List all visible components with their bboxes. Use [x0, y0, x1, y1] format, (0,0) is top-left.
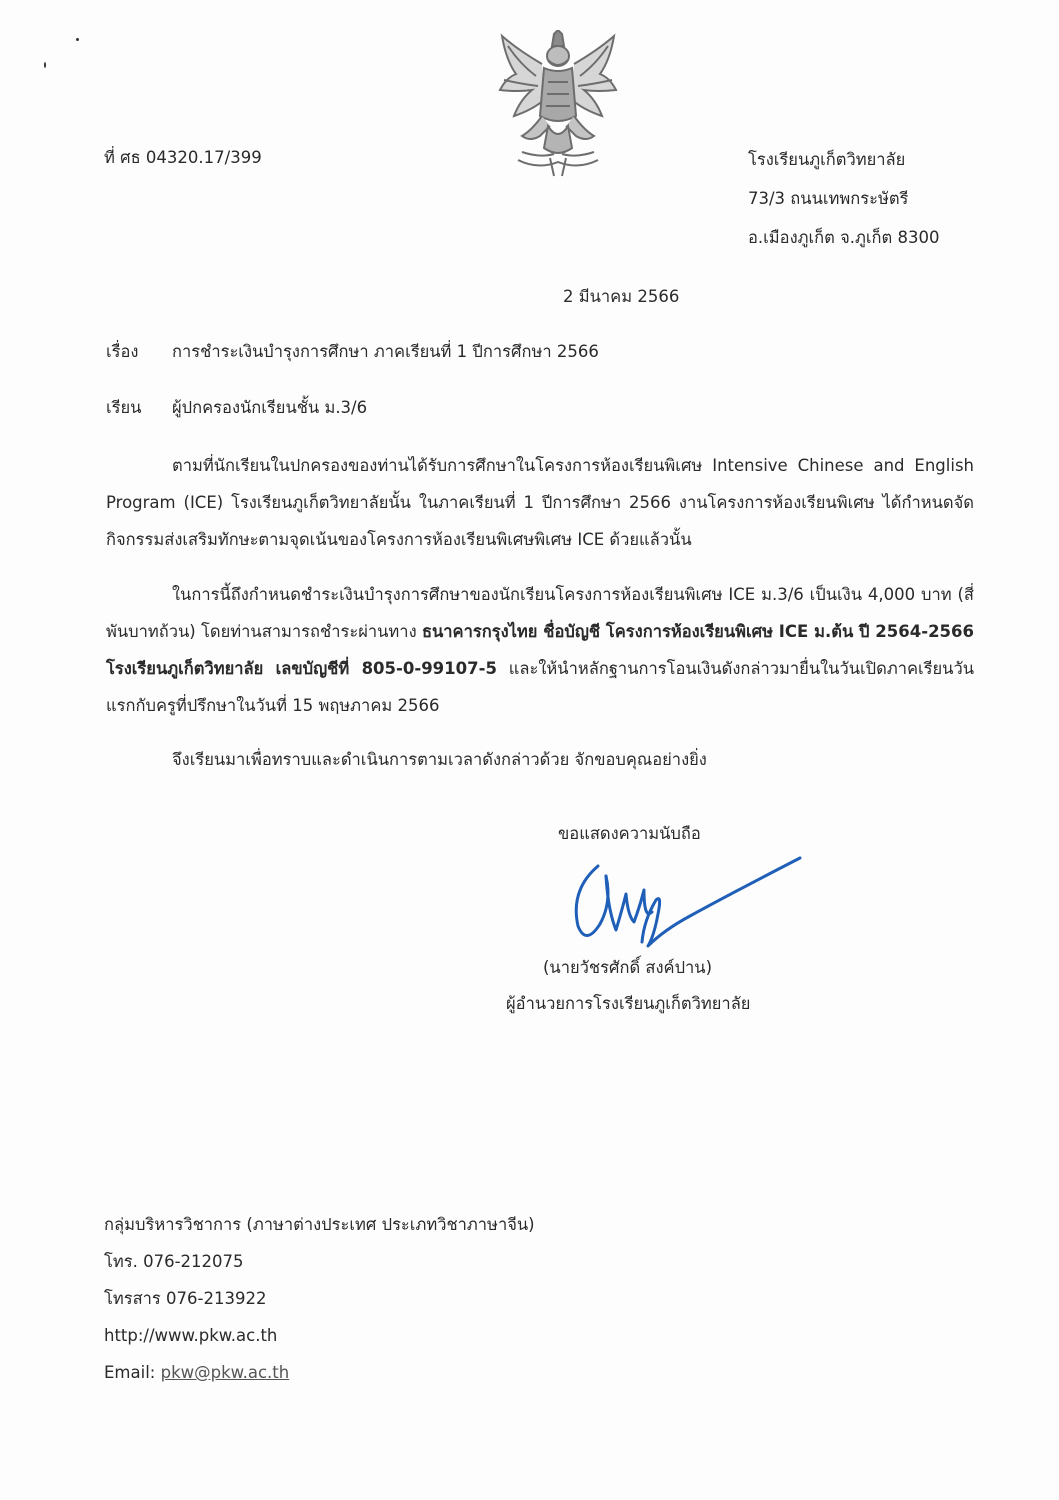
reference-number: ที่ ศธ 04320.17/399	[104, 148, 262, 167]
footer-email-link[interactable]: pkw@pkw.ac.th	[160, 1363, 290, 1382]
paragraph-2-text-end: และให้นำหลักฐานการโอนเงินดังกล่าวมายื่นในวันเปิดภาคเรียนวันแรกกับครูที่ปรึกษาในวันที่ 15 พฤษภาคม 2566	[106, 659, 974, 715]
closing-salutation: ขอแสดงความนับถือ	[558, 824, 701, 843]
footer-fax: โทรสาร 076-213922	[104, 1289, 267, 1308]
paragraph-3-text: จึงเรียนมาเพื่อทราบและดำเนินการตามเวลาดังกล่าวด้วย จักขอบคุณอย่างยิ่ง	[172, 750, 707, 769]
subject-label: เรื่อง	[106, 342, 139, 361]
subject-text: การชำระเงินบำรุงการศึกษา ภาคเรียนที่ 1 ปีการศึกษา 2566	[172, 342, 599, 361]
recipient-text: ผู้ปกครองนักเรียนชั้น ม.3/6	[172, 398, 368, 417]
signature	[560, 850, 810, 960]
sender-street: 73/3 ถนนเทพกระษัตรี	[748, 189, 909, 208]
footer-department: กลุ่มบริหารวิชาการ (ภาษาต่างประเทศ ประเภทวิชาภาษาจีน)	[104, 1215, 535, 1234]
scan-speck	[44, 62, 46, 68]
body-paragraph-3	[106, 741, 974, 778]
body-paragraph-2	[106, 576, 974, 724]
footer-website[interactable]: http://www.pkw.ac.th	[104, 1326, 278, 1345]
body-paragraph-1	[106, 447, 974, 558]
sender-school: โรงเรียนภูเก็ตวิทยาลัย	[748, 150, 906, 169]
bank-account-details: ธนาคารกรุงไทย ชื่อบัญชี โครงการห้องเรียนพิเศษ ICE ม.ต้น ปี 2564-2566 โรงเรียนภูเก็ตวิทยาลัย เลขบัญชีที่ 805-0-99107-5	[106, 622, 974, 678]
recipient-label: เรียน	[106, 398, 142, 417]
scan-speck	[76, 38, 79, 41]
footer-tel: โทร. 076-212075	[104, 1252, 244, 1271]
sender-district: อ.เมืองภูเก็ต จ.ภูเก็ต 8300	[748, 228, 940, 247]
signer-title: ผู้อำนวยการโรงเรียนภูเก็ตวิทยาลัย	[506, 994, 751, 1013]
paragraph-2-text: ในการนี้ถึงกำหนดชำระเงินบำรุงการศึกษาของนักเรียนโครงการห้องเรียนพิเศษ ICE ม.3/6 เป็นเงิน 4,000 บาท (สี่พันบาทถ้วน) โดยท่านสามารถชำระผ่านทาง	[106, 585, 974, 641]
paragraph-1-text: ตามที่นักเรียนในปกครองของท่านได้รับการศึกษาในโครงการห้องเรียนพิเศษ Intensive Chinese and English Program (ICE) โรงเรียนภูเก็ตวิทยาลัยนั้น ในภาคเรียนที่ 1 ปีการศึกษา 2566 งานโครงการห้องเรียนพิเศษ ได้กำหนดจัดกิจกรรมส่งเสริมทักษะตามจุดเน้นของโครงการห้องเรียนพิเศษพิเศษ ICE ด้วยแล้วนั้น	[106, 456, 974, 549]
footer-email	[104, 1363, 289, 1383]
garuda-emblem-icon	[492, 30, 624, 180]
signer-name: (นายวัชรศักดิ์ สงค์ปาน)	[543, 958, 713, 977]
letter-date: 2 มีนาคม 2566	[563, 287, 680, 306]
footer-email-label: Email:	[104, 1363, 161, 1382]
